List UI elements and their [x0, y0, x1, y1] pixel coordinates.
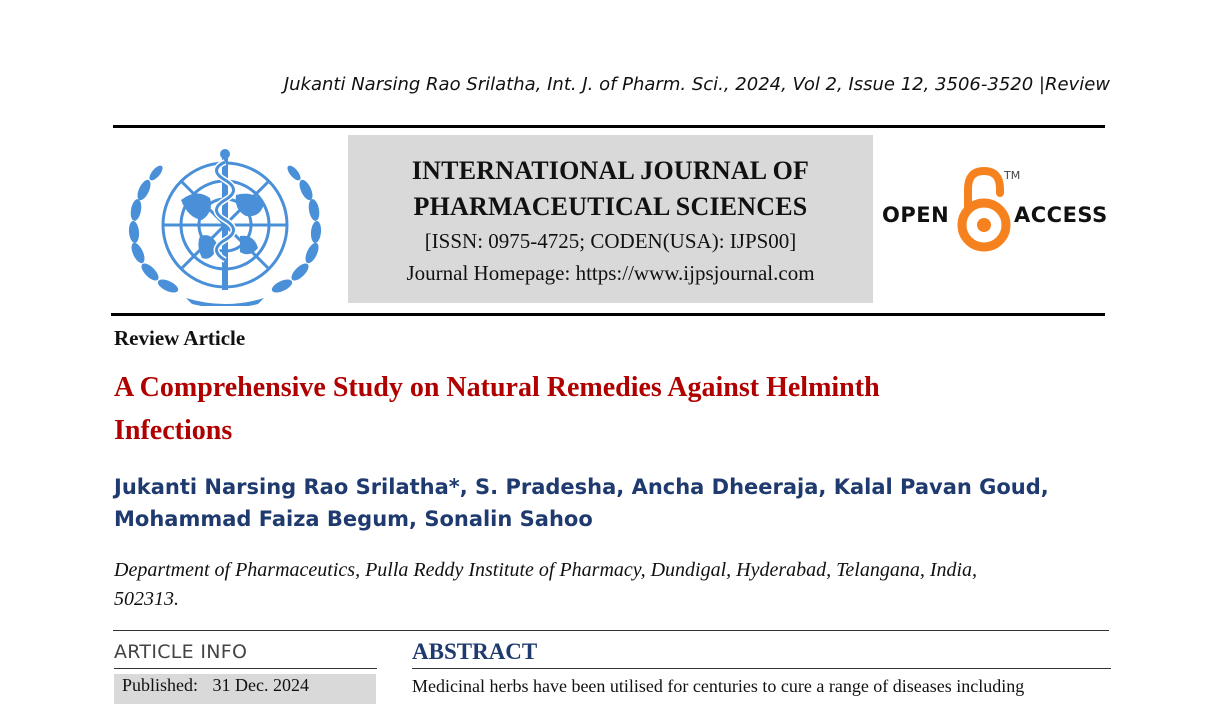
section-divider: [113, 630, 1109, 631]
article-info-rule: [114, 668, 377, 669]
article-title-line1: A Comprehensive Study on Natural Remedies Against Helminth: [114, 372, 880, 403]
journal-title-line2: PHARMACEUTICAL SCIENCES: [413, 192, 808, 221]
open-access-logo: [880, 165, 1110, 255]
published-label: Published:: [122, 675, 199, 695]
abstract-text: Medicinal herbs have been utilised for centuries to cure a range of diseases including: [412, 676, 1025, 696]
header-top-rule: [113, 125, 1105, 128]
abstract-rule: [412, 668, 1111, 669]
journal-title-line1: INTERNATIONAL JOURNAL OF: [411, 156, 810, 185]
published-date-box: [114, 674, 376, 704]
affiliation-line1: Department of Pharmaceutics, Pulla Reddy Institute of Pharmacy, Dundigal, Hyderabad, Telangana, India,: [114, 559, 978, 581]
open-access-right-word: ACCESS: [1014, 203, 1108, 227]
running-header: Jukanti Narsing Rao Srilatha, Int. J. of Pharm. Sci., 2024, Vol 2, Issue 12, 3506-3520 |Review: [283, 74, 1110, 95]
header-bottom-rule: [111, 313, 1105, 316]
published-date: 31 Dec. 2024: [212, 675, 309, 695]
author-affiliation: [114, 556, 1104, 614]
affiliation-line2: 502313.: [114, 588, 179, 610]
journal-masthead: [348, 135, 873, 303]
open-access-tm: TM: [1004, 169, 1021, 182]
article-title-line2: Infections: [114, 415, 233, 446]
abstract-heading: ABSTRACT: [412, 639, 538, 664]
journal-emblem-icon: [126, 140, 324, 306]
journal-issn: [ISSN: 0975-4725; CODEN(USA): IJPS00]: [424, 229, 797, 253]
authors-line1: Jukanti Narsing Rao Srilatha*, S. Pradesha, Ancha Dheeraja, Kalal Pavan Goud,: [114, 475, 1049, 499]
journal-homepage-link[interactable]: Journal Homepage: https://www.ijpsjournal.com: [406, 261, 815, 285]
authors-line2: Mohammad Faiza Begum, Sonalin Sahoo: [114, 507, 593, 531]
open-access-left-word: OPEN: [882, 203, 950, 227]
article-title: [114, 366, 1074, 452]
article-info-heading: ARTICLE INFO: [114, 641, 248, 663]
author-list: [114, 471, 1114, 535]
article-type: Review Article: [114, 326, 246, 350]
